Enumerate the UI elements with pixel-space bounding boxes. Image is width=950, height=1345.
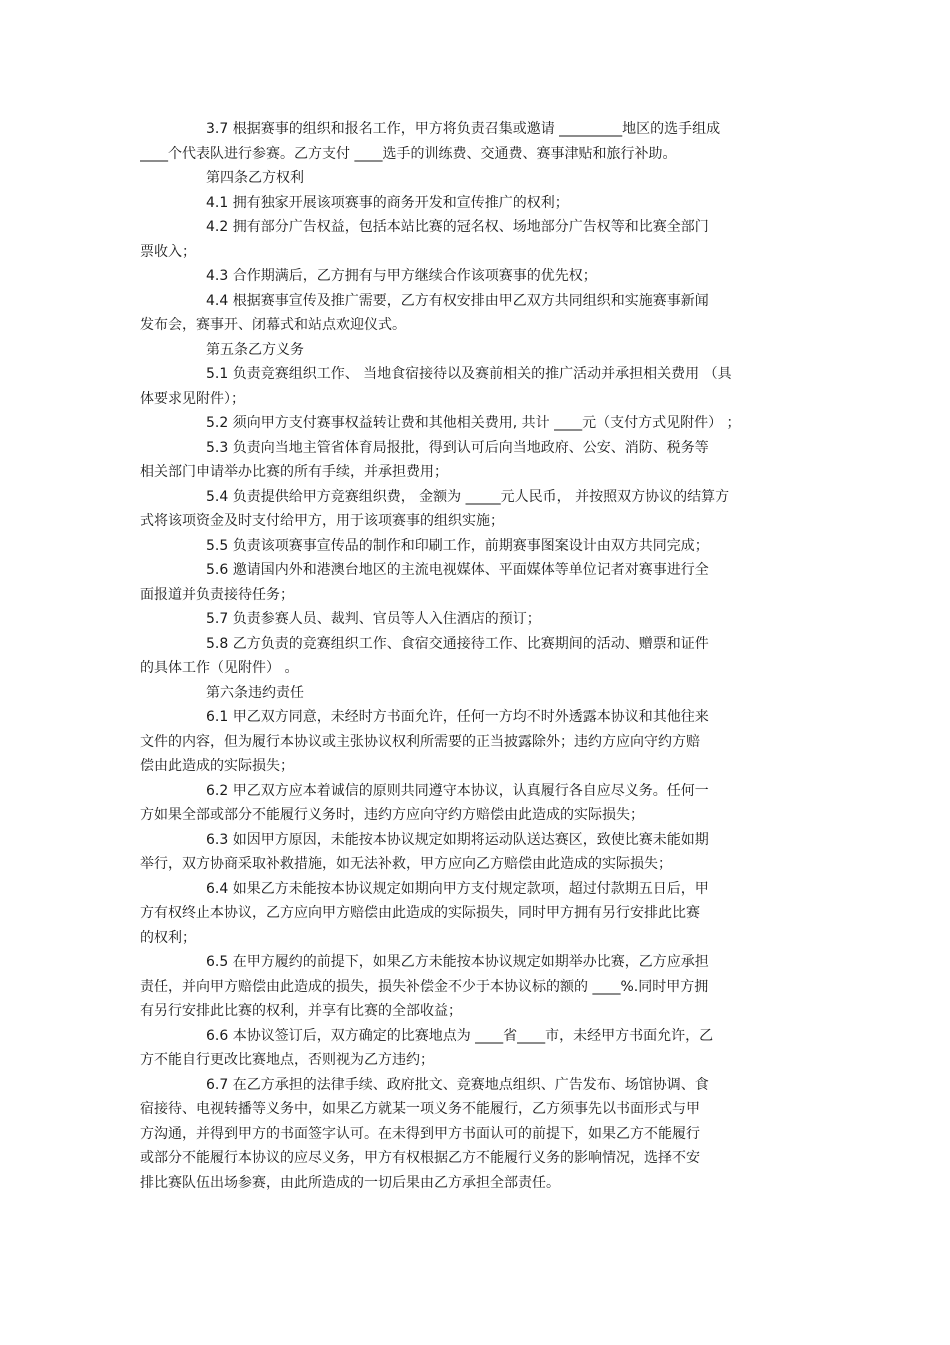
text-line: 4.1 拥有独家开展该项赛事的商务开发和宣传推广的权利； [206, 194, 569, 211]
text-line: 5.8 乙方负责的竞赛组织工作、食宿交通接待工作、比赛期间的活动、赠票和证件 [206, 635, 709, 652]
text-line: 发布会，赛事开、闭幕式和站点欢迎仪式。 [140, 317, 406, 333]
text-line: 有另行安排此比赛的权利，并享有比赛的全部收益； [140, 1003, 462, 1019]
text-line: 第六条违约责任 [206, 684, 304, 701]
text-line: 6.2 甲乙双方应本着诚信的原则共同遵守本协议，认真履行各自应尽义务。任何一 [206, 782, 709, 799]
text-line: 4.2 拥有部分广告权益，包括本站比赛的冠名权、场地部分广告权等和比赛全部门 [206, 219, 709, 235]
text-line: 6.4 如果乙方未能按本协议规定如期向甲方支付规定款项，超过付款期五日后，甲 [206, 880, 709, 897]
text-line: 5.7 负责参赛人员、裁判、官员等人入住酒店的预订； [206, 611, 541, 627]
text-line: 举行，双方协商采取补救措施，如无法补救，甲方应向乙方赔偿由此造成的实际损失； [140, 856, 672, 872]
text-line: 方如果全部或部分不能履行义务时，违约方应向守约方赔偿由此造成的实际损失； [140, 807, 644, 823]
text-line: 5.5 负责该项赛事宣传品的制作和印刷工作，前期赛事图案设计由双方共同完成； [206, 537, 709, 554]
text-line: 4.4 根据赛事宣传及推广需要，乙方有权安排由甲乙双方共同组织和实施赛事新闻 [206, 292, 709, 309]
text-line: ____个代表队进行参赛。乙方支付 ____选手的训练费、交通费、赛事津贴和旅行补助。 [140, 145, 677, 162]
text-line: 宿接待、电视转播等义务中，如果乙方就某一项义务不能履行，乙方须事先以书面形式与甲 [140, 1101, 700, 1117]
text-line: 6.6 本协议签订后，双方确定的比赛地点为 ____省____市，未经甲方书面允许，乙 [206, 1027, 714, 1044]
text-line: 第五条乙方义务 [206, 341, 304, 358]
text-line: 方不能自行更改比赛地点，否则视为乙方违约； [140, 1052, 434, 1068]
text-line: 6.5 在甲方履约的前提下，如果乙方未能按本协议规定如期举办比赛，乙方应承担 [206, 954, 709, 970]
document-body [140, 117, 815, 1195]
text-line: 5.4 负责提供给甲方竞赛组织费， 金额为 _____元人民币， 并按照双方协议的结算方 [206, 488, 730, 505]
text-line: 6.3 如因甲方原因，未能按本协议规定如期将运动队送达赛区，致使比赛未能如期 [206, 831, 709, 848]
text-line: 5.6 邀请国内外和港澳台地区的主流电视媒体、平面媒体等单位记者对赛事进行全 [206, 562, 709, 578]
text-line: 5.2 须向甲方支付赛事权益转让费和其他相关费用, 共计 ____元（支付方式见附件） ； [206, 415, 741, 431]
text-line: 方有权终止本协议，乙方应向甲方赔偿由此造成的实际损失，同时甲方拥有另行安排此比赛 [140, 905, 700, 921]
text-line: 票收入； [140, 243, 196, 260]
text-line: 4.3 合作期满后，乙方拥有与甲方继续合作该项赛事的优先权； [206, 268, 597, 284]
text-line: 6.1 甲乙双方同意，未经时方书面允许，任何一方均不时外透露本协议和其他往来 [206, 709, 709, 725]
text-line: 式将该项资金及时支付给甲方，用于该项赛事的组织实施； [140, 513, 504, 529]
text-line: 责任，并向甲方赔偿由此造成的损失，损失补偿金不少于本协议标的额的 ____%.同时甲方拥 [140, 978, 709, 995]
text-line: 第四条乙方权利 [206, 170, 304, 186]
text-line: 文件的内容，但为履行本协议或主张协议权利所需要的正当披露除外；违约方应向守约方赔 [140, 733, 700, 750]
text-line: 的具体工作（见附件） 。 [140, 660, 299, 676]
text-line: 5.3 负责向当地主管省体育局报批，得到认可后向当地政府、公安、消防、税务等 [206, 439, 709, 456]
text-line: 方沟通，并得到甲方的书面签字认可。在未得到甲方书面认可的前提下，如果乙方不能履行 [140, 1125, 700, 1142]
text-line: 的权利； [140, 929, 196, 946]
text-line: 或部分不能履行本协议的应尽义务，甲方有权根据乙方不能履行义务的影响情况，选择不安 [140, 1150, 700, 1166]
text-line: 面报道并负责接待任务； [140, 586, 294, 603]
text-line: 体要求见附件）； [140, 390, 245, 407]
text-line: 6.7 在乙方承担的法律手续、政府批文、竞赛地点组织、广告发布、场馆协调、食 [206, 1076, 709, 1093]
text-line: 偿由此造成的实际损失； [140, 758, 294, 774]
text-line: 3.7 根据赛事的组织和报名工作，甲方将负责召集或邀请 _________地区的选手组成 [206, 121, 721, 137]
text-line: 5.1 负责竞赛组织工作、 当地食宿接待以及赛前相关的推广活动并承担相关费用 （具 [206, 366, 732, 382]
text-line: 排比赛队伍出场参赛，由此所造成的一切后果由乙方承担全部责任。 [140, 1174, 560, 1191]
text-line: 相关部门申请举办比赛的所有手续，并承担费用； [140, 464, 448, 480]
